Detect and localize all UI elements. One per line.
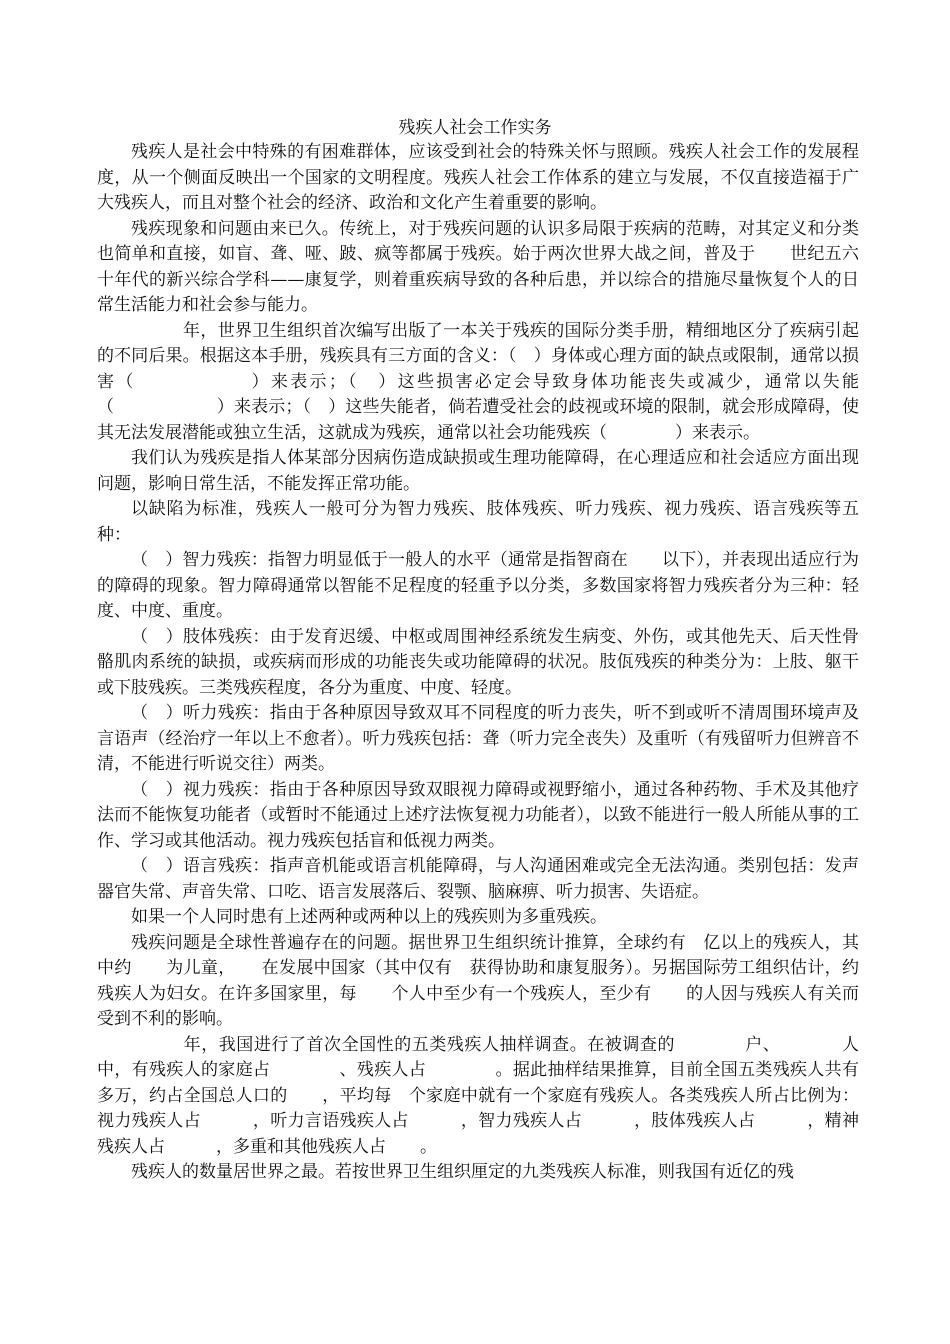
paragraph: （ ）视力残疾：指由于各种原因导致双眼视力障碍或视野缩小，通过各种药物、手术及其他疗法而不能恢复功能者（或暂时不能通过上述疗法恢复视力功能者），以致不能进行一般人所能从事的工作、学习或其他活动。视力残疾包括盲和低视力两类。	[97, 779, 859, 851]
paragraph: 残疾现象和问题由来已久。传统上，对于残疾问题的认识多局限于疾病的范畴，对其定义和分类也简单和直接，如盲、聋、哑、跛、疯等都属于残疾。始于两次世界大战之间，普及于 世纪五六十年代的新兴综合学科——康复学，则着重疾病导致的各种后患，并以综合的措施尽量恢复个人的日常生活能力和社会参与能力。	[97, 218, 859, 315]
paragraph: （ ）听力残疾：指由于各种原因导致双耳不同程度的听力丧失，听不到或听不清周围环境声及言语声（经治疗一年以上不愈者）。听力残疾包括：聋（听力完全丧失）及重听（有残留听力但辨音不清，不能进行听说交往）两类。	[97, 703, 859, 774]
paragraph: 残疾人的数量居世界之最。若按世界卫生组织厘定的九类残疾人标准，则我国有近亿的残	[131, 1162, 794, 1182]
paragraph: 我们认为残疾是指人体某部分因病伤造成缺损或生理功能障碍，在心理适应和社会适应方面出现问题，影响日常生活，不能发挥正常功能。	[97, 448, 859, 494]
paragraph: （ ）语言残疾：指声音机能或语言机能障碍，与人沟通困难或完全无法沟通。类别包括：发声器官失常、声音失常、口吃、语言发展落后、裂颚、脑麻痹、听力损害、失语症。	[97, 856, 859, 902]
paragraph: 年，世界卫生组织首次编写出版了一本关于残疾的国际分类手册，精细地区分了疾病引起的不同后果。根据这本手册，残疾具有三方面的含义：（ ）身体或心理方面的缺点或限制，通常以损害（ ）来表示；（ ）这些损害必定会导致身体功能丧失或减少，通常以失能（ ）来表示；（ ）这些失能者，倘若遭受社会的歧视或环境的限制，就会形成障碍，使其无法发展潜能或独立生活，这就成为残疾，通常以社会功能残疾（ ）来表示。	[97, 320, 859, 443]
page-title: 残疾人社会工作实务	[398, 118, 552, 138]
paragraph: 残疾问题是全球性普遍存在的问题。据世界卫生组织统计推算，全球约有 亿以上的残疾人，其中约 为儿童， 在发展中国家（其中仅有 获得协助和康复服务）。另据国际劳工组织估计，约 残疾人为妇女。在许多国家里，每 个人中至少有一个残疾人，至少有 的人因与残疾人有关而受到不利的影响。	[97, 932, 893, 1029]
paragraph: 残疾人是社会中特殊的有困难群体，应该受到社会的特殊关怀与照顾。残疾人社会工作的发展程度，从一个侧面反映出一个国家的文明程度。残疾人社会工作体系的建立与发展，不仅直接造福于广大残疾人，而且对整个社会的经济、政治和文化产生着重要的影响。	[97, 142, 859, 213]
paragraph: 年，我国进行了首次全国性的五类残疾人抽样调查。在被调查的 户、 人中，有残疾人的家庭占 、残疾人占 。据此抽样结果推算，目前全国五类残疾人共有 多万，约占全国总人口的 ，平均每 个家庭中就有一个家庭有残疾人。各类残疾人所占比例为：视力残疾人占 ，听力言语残疾人占 ，智力残疾人占 ，肢体残疾人占 ，精神残疾人占 ，多重和其他残疾人占 。	[97, 1034, 910, 1157]
paragraph: （ ）智力残疾：指智力明显低于一般人的水平（通常是指智商在 以下），并表现出适应行为的障碍的现象。智力障碍通常以智能不足程度的轻重予以分类，多数国家将智力残疾者分为三种：轻度、中度、重度。	[97, 550, 859, 621]
paragraph: 如果一个人同时患有上述两种或两种以上的残疾则为多重残疾。	[131, 907, 607, 927]
paragraph: （ ）肢体残疾：由于发育迟缓、中枢或周围神经系统发生病变、外伤，或其他先天、后天性骨骼肌肉系统的缺损，或疾病而形成的功能丧失或功能障碍的状况。肢佤残疾的种类分为：上肢、躯干或下肢残疾。三类残疾程度，各分为重度、中度、轻度。	[97, 626, 859, 698]
paragraph: 以缺陷为标准，残疾人一般可分为智力残疾、肢体残疾、听力残疾、视力残疾、语言残疾等五种：	[97, 499, 859, 545]
document-body	[97, 140, 910, 1186]
